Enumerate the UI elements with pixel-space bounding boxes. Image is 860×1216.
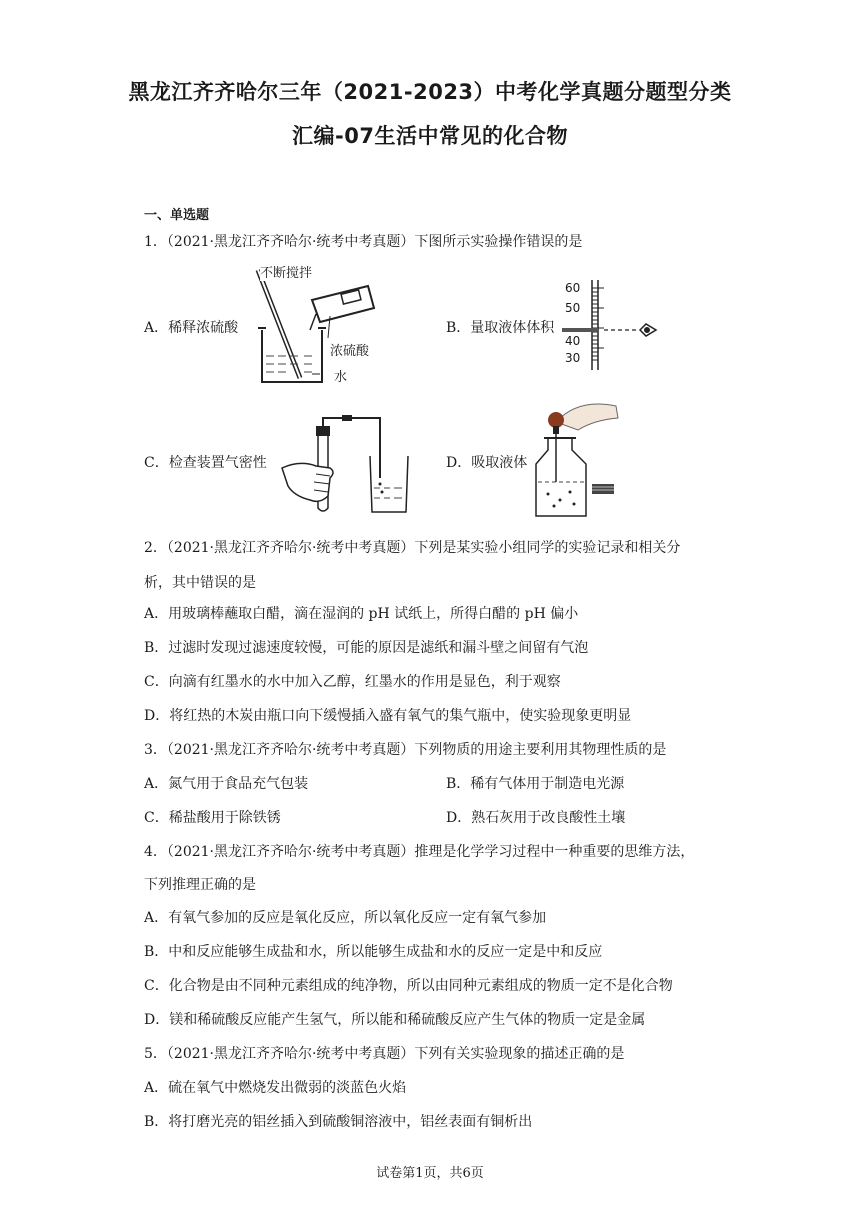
q2-option-c: C．向滴有红墨水的水中加入乙醇，红墨水的作用是显色，利于观察 xyxy=(144,674,561,690)
page-footer: 试卷第1页，共6页 xyxy=(376,1166,484,1181)
tick-label-30: 30 xyxy=(565,351,581,365)
q3-option-c: C．稀盐酸用于除铁锈 xyxy=(144,810,281,826)
q1-option-d: D．吸取液体 xyxy=(446,455,528,471)
figure-dropper-bottle xyxy=(528,398,628,520)
q5-option-a: A．硫在氧气中燃烧发出微弱的淡蓝色火焰 xyxy=(144,1080,407,1096)
q4-option-c: C．化合物是由不同种元素组成的纯净物，所以由同种元素组成的物质一定不是化合物 xyxy=(144,978,673,994)
label-stir: 不断搅拌 xyxy=(260,262,312,281)
label-water: 水 xyxy=(334,370,348,385)
tick-label-50: 50 xyxy=(565,301,581,315)
q3-option-a: A．氮气用于食品充气包装 xyxy=(144,776,309,792)
tick-label-60: 60 xyxy=(565,281,581,295)
question-2-stem-line1: 2．（2021·黑龙江齐齐哈尔·统考中考真题）下列是某实验小组同学的实验记录和相关分 xyxy=(144,540,681,556)
figure-dilute-acid xyxy=(250,268,390,388)
question-5-stem: 5．（2021·黑龙江齐齐哈尔·统考中考真题）下列有关实验现象的描述正确的是 xyxy=(144,1046,625,1062)
q1-option-c: C．检查装置气密性 xyxy=(144,455,267,471)
figure-graduated-cylinder xyxy=(560,278,660,372)
q4-option-a: A．有氧气参加的反应是氧化反应，所以氧化反应一定有氧气参加 xyxy=(144,910,547,926)
q2-option-b: B．过滤时发现过滤速度较慢，可能的原因是滤纸和漏斗壁之间留有气泡 xyxy=(144,640,589,656)
document-title-line1: 黑龙江齐齐哈尔三年（2021-2023）中考化学真题分题型分类 xyxy=(128,80,732,104)
q1-option-b: B．量取液体体积 xyxy=(446,320,555,336)
tick-label-40: 40 xyxy=(565,334,581,348)
q2-option-a: A．用玻璃棒蘸取白醋，滴在湿润的 pH 试纸上，所得白醋的 pH 偏小 xyxy=(144,606,579,622)
q4-option-b: B．中和反应能够生成盐和水，所以能够生成盐和水的反应一定是中和反应 xyxy=(144,944,603,960)
section-heading: 一、单选题 xyxy=(144,208,210,223)
q5-option-b: B．将打磨光亮的铝丝插入到硫酸铜溶液中，铝丝表面有铜析出 xyxy=(144,1114,533,1130)
q3-option-b: B．稀有气体用于制造电光源 xyxy=(446,776,625,792)
label-conc-acid: 浓硫酸 xyxy=(330,344,370,359)
figure-airtightness xyxy=(280,412,420,518)
question-3-stem: 3．（2021·黑龙江齐齐哈尔·统考中考真题）下列物质的用途主要利用其物理性质的是 xyxy=(144,742,667,758)
q1-option-a: A．稀释浓硫酸 xyxy=(144,320,239,336)
question-4-stem-line1: 4．（2021·黑龙江齐齐哈尔·统考中考真题）推理是化学学习过程中一种重要的思维方法， xyxy=(144,844,695,860)
document-title-line2: 汇编-07生活中常见的化合物 xyxy=(292,124,568,148)
question-2-stem-line2: 析，其中错误的是 xyxy=(144,575,256,591)
q2-option-d: D．将红热的木炭由瓶口向下缓慢插入盛有氧气的集气瓶中，使实验现象更明显 xyxy=(144,708,632,724)
q4-option-d: D．镁和稀硫酸反应能产生氢气，所以能和稀硫酸反应产生气体的物质一定是金属 xyxy=(144,1012,646,1028)
question-1-stem: 1．（2021·黑龙江齐齐哈尔·统考中考真题）下图所示实验操作错误的是 xyxy=(144,234,583,250)
question-4-stem-line2: 下列推理正确的是 xyxy=(144,877,256,893)
q3-option-d: D．熟石灰用于改良酸性土壤 xyxy=(446,810,626,826)
